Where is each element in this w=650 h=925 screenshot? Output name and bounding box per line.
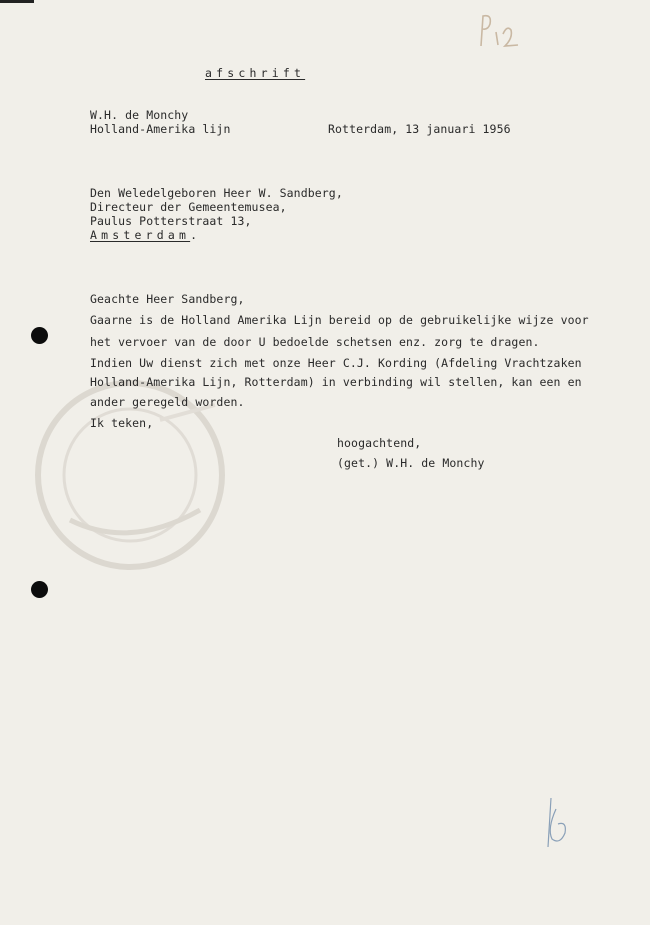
body-line: het vervoer van de door U bedoelde schetsen enz. zorg te dragen.: [90, 335, 540, 349]
salutation: Geachte Heer Sandberg,: [90, 292, 245, 306]
recipient-city-line: [90, 228, 197, 242]
body-line: ander geregeld worden.: [90, 395, 245, 409]
recipient-city: Amsterdam: [90, 228, 191, 242]
pen-annotation-bottom: [540, 795, 580, 855]
recipient-line-1: Den Weledelgeboren Heer W. Sandberg,: [90, 186, 343, 200]
body-line: Gaarne is de Holland Amerika Lijn bereid op de gebruikelijke wijze voor: [90, 313, 589, 327]
closing-line: Ik teken,: [90, 416, 154, 430]
sender-organization: Holland-Amerika lijn: [90, 122, 231, 136]
pencil-annotation-top: [476, 10, 536, 52]
recipient-line-2: Directeur der Gemeentemusea,: [90, 200, 287, 214]
punch-hole-upper: [31, 327, 48, 344]
place-date: Rotterdam, 13 januari 1956: [328, 122, 511, 136]
body-line: Indien Uw dienst zich met onze Heer C.J. Kording (Afdeling Vrachtzaken: [90, 356, 582, 370]
punch-hole-lower: [31, 581, 48, 598]
document-title: afschrift: [205, 66, 306, 80]
sender-name: W.H. de Monchy: [90, 108, 189, 122]
recipient-line-3: Paulus Potterstraat 13,: [90, 214, 252, 228]
signature-closing: hoogachtend,: [337, 436, 422, 450]
scan-edge-mark: [0, 0, 34, 3]
signature-signed: (get.) W.H. de Monchy: [337, 456, 485, 470]
recipient-city-suffix: .: [190, 228, 198, 242]
body-line: Holland-Amerika Lijn, Rotterdam) in verbinding wil stellen, kan een en: [90, 375, 582, 389]
